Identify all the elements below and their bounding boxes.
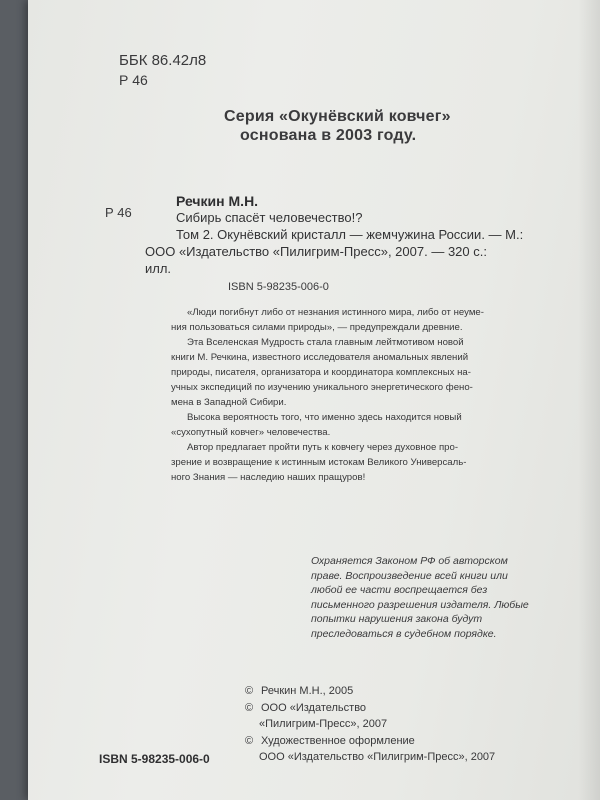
abstract-line: Автор предлагает пройти путь к ковчегу через духовное про- xyxy=(187,442,459,453)
copyright-publisher: ООО «Издательство xyxy=(261,702,367,714)
abstract-line: книги М. Речкина, известного исследователя аномальных явлений xyxy=(171,352,469,363)
copyright-symbol: © xyxy=(245,685,254,697)
abstract-line: Высока вероятность того, что именно здесь находится новый xyxy=(187,412,462,423)
catalog-title: Сибирь спасёт человечество!? xyxy=(176,210,363,225)
copyright-author: Речкин М.Н., 2005 xyxy=(261,685,354,697)
abstract-paragraph xyxy=(171,410,551,440)
copyright-notice-line: попытки нарушения закона будут xyxy=(311,613,483,626)
copyright-design: Художественное оформление xyxy=(261,735,415,747)
abstract-line: учных экспедиций по изучению уникального энергетического фено- xyxy=(171,382,473,393)
copyright-notice-line: преследоваться в судебном порядке. xyxy=(311,627,497,640)
abstract-line: ного Знания — наследию наших пращуров! xyxy=(171,472,366,483)
abstract-line: природы, писателя, организатора и координатора комплексных на- xyxy=(171,367,471,378)
catalog-volume: Том 2. Окунёвский кристалл — жемчужина России. — М.: xyxy=(176,227,524,242)
copyright-notice xyxy=(311,554,561,642)
catalog-ill: илл. xyxy=(145,261,172,276)
footer-isbn: ISBN 5-98235-006-0 xyxy=(99,752,210,766)
series-founded: основана в 2003 году. xyxy=(240,127,417,144)
series-title: Серия «Окунёвский ковчег» xyxy=(224,108,451,125)
bbk-classification: ББК 86.42л8 xyxy=(119,52,207,69)
copyright-design-publisher: ООО «Издательство «Пилигрим-Пресс», 2007 xyxy=(259,751,496,763)
copyright-notice-line: праве. Воспроизведение всей книги или xyxy=(311,569,508,582)
abstract-line: ния пользоваться силами природы», — предупреждали древние. xyxy=(171,322,463,333)
abstract-line: зрение и возвращение к истинным истокам Великого Универсаль- xyxy=(171,457,467,468)
abstract-line: мена в Западной Сибири. xyxy=(171,397,287,408)
book-page xyxy=(28,0,600,800)
page-edge-shadow xyxy=(578,0,600,800)
copyright-notice-line: письменного разрешения издателя. Любые xyxy=(311,598,529,611)
abstract-line: Эта Вселенская Мудрость стала главным лейтмотивом новой xyxy=(187,337,464,348)
copyright-symbol: © xyxy=(245,735,254,747)
copyright-notice-line: Охраняется Законом РФ об авторском xyxy=(311,555,508,567)
copyright-symbol: © xyxy=(245,702,254,714)
abstract-paragraph xyxy=(171,335,551,410)
catalog-publisher: ООО «Издательство «Пилигрим-Пресс», 2007. — 320 с.: xyxy=(145,244,487,259)
copyright-notice-line: любой ее части воспрещается без xyxy=(311,584,488,597)
catalog-author: Речкин М.Н. xyxy=(176,193,259,209)
catalog-isbn: ISBN 5-98235-006-0 xyxy=(228,281,329,293)
abstract xyxy=(171,305,551,485)
abstract-paragraph xyxy=(171,440,551,485)
abstract-line: «Люди погибнут либо от незнания истинного мира, либо от неуме- xyxy=(187,307,484,318)
catalog-side-code: Р 46 xyxy=(105,205,132,220)
abstract-line: «сухопутный ковчег» человечества. xyxy=(171,427,331,438)
abstract-paragraph xyxy=(171,305,551,335)
copyright-publisher-cont: «Пилигрим-Пресс», 2007 xyxy=(259,718,388,730)
author-sign-code: Р 46 xyxy=(119,72,148,88)
